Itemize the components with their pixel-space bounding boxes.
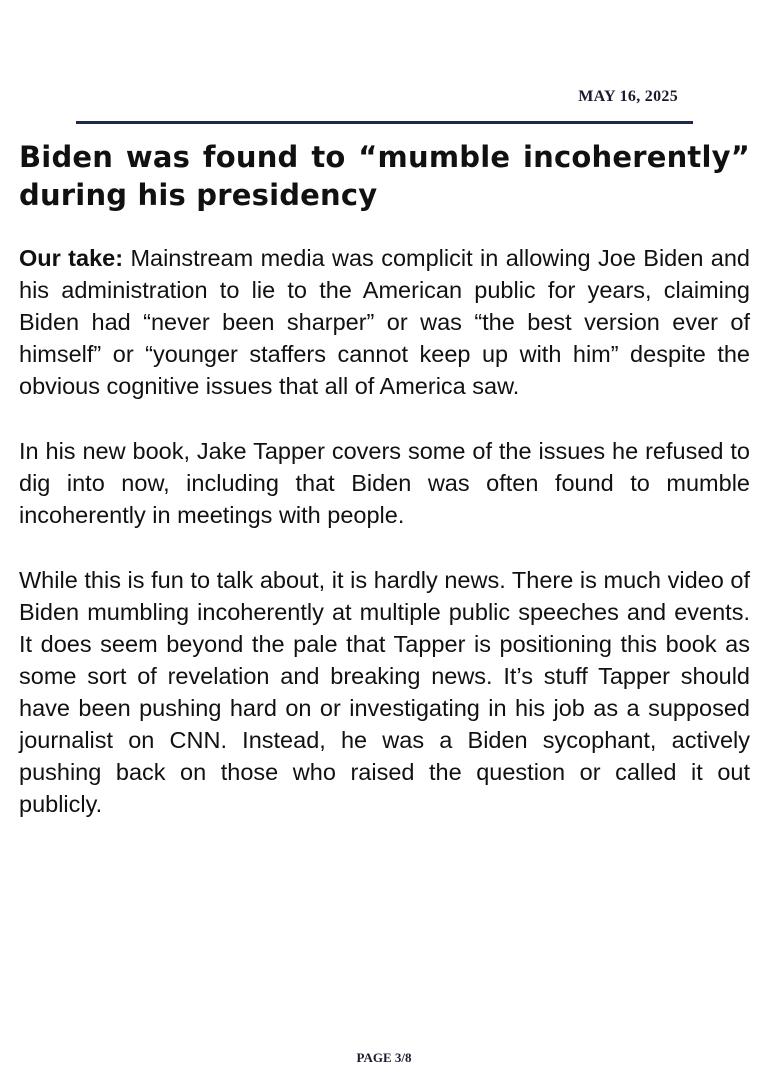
our-take-text: Mainstream media was complicit in allowing Joe Biden and his administration to lie to the American public for years, claiming Biden had “never been sharper” or was “the best version ever of himself” or “younger staffers cannot keep up with him” despite the obvious cognitive issues that all of America saw. (19, 245, 751, 399)
body-paragraph-2: While this is fun to talk about, it is hardly news. There is much video of Biden mumbling incoherently at multiple public speeches and events. It does seem beyond the pale that Tapper is positioning this book as some sort of revelation and breaking news. It’s stuff Tapper should have been pushing hard on or investigating in his job as a supposed journalist on CNN. Instead, he was a Biden sycophant, actively pushing back on those who raised the question or called it out publicly. (19, 567, 750, 817)
article-body (19, 138, 750, 820)
our-take-label: Our take: (19, 245, 124, 271)
our-take-paragraph (19, 242, 750, 402)
header-divider (76, 121, 693, 124)
body-paragraph-1: In his new book, Jake Tapper covers some of the issues he refused to dig into now, including that Biden was often found to mumble incoherently in meetings with people. (19, 438, 750, 528)
article-headline: Biden was found to “mumble incoherently” during his presidency (19, 140, 750, 212)
page-date: MAY 16, 2025 (578, 88, 678, 105)
page-number: PAGE 3/8 (356, 1050, 412, 1065)
